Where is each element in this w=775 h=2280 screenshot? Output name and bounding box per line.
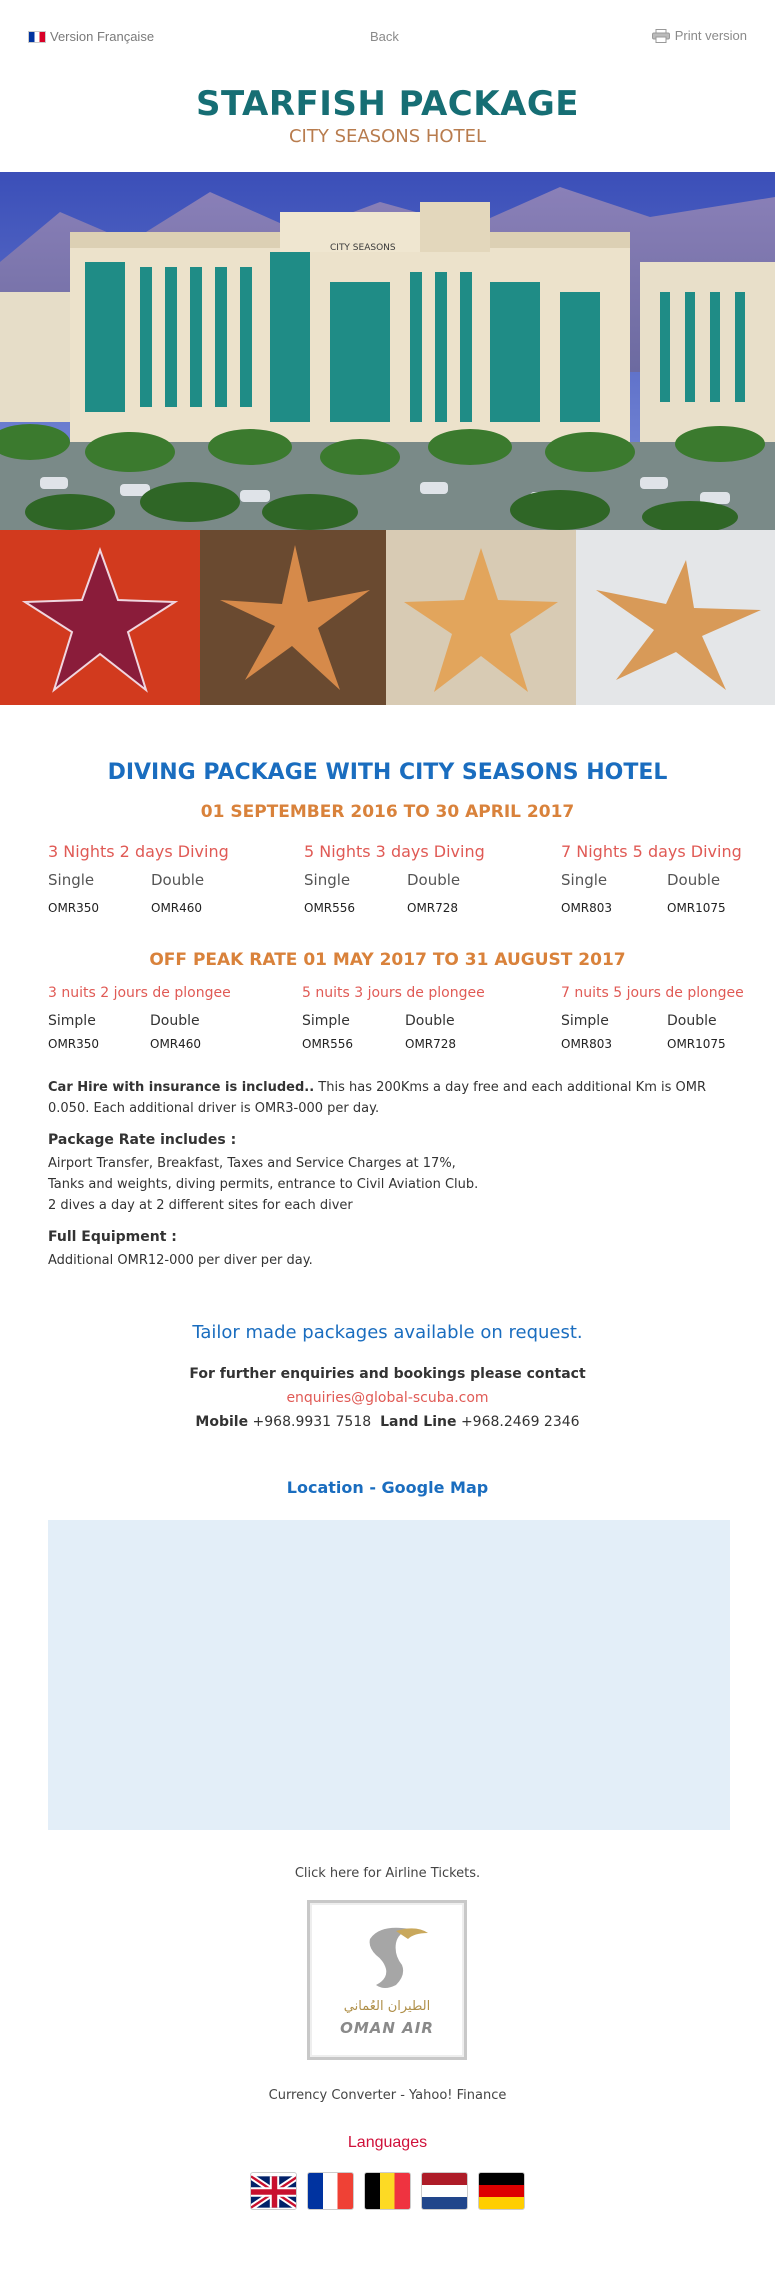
double-label: Double xyxy=(667,871,721,889)
simple-price: OMR556 xyxy=(302,1037,354,1051)
oman-air-logo-icon xyxy=(310,1909,464,2009)
starfish-photo-strip xyxy=(0,530,775,705)
includes-title: Package Rate includes : xyxy=(48,1132,237,1148)
includes-line: 2 dives a day at 2 different sites for each diver xyxy=(48,1198,353,1213)
page-title: STARFISH PACKAGE xyxy=(195,84,580,124)
phone-numbers xyxy=(0,1414,775,1430)
google-map-embed[interactable] xyxy=(48,1520,730,1830)
uk-flag-icon[interactable] xyxy=(250,2172,297,2210)
germany-flag-icon[interactable] xyxy=(478,2172,525,2210)
offpeak-heading: OFF PEAK RATE 01 MAY 2017 TO 31 AUGUST 2017 xyxy=(149,950,626,970)
double-price: OMR460 xyxy=(151,901,203,915)
location-map-title[interactable]: Location - Google Map xyxy=(286,1478,489,1497)
landline-label: Land Line xyxy=(380,1414,457,1430)
single-label: Single xyxy=(561,871,608,889)
includes-line: Tanks and weights, diving permits, entrance to Civil Aviation Club. xyxy=(48,1177,479,1192)
landline-number: +968.2469 2346 xyxy=(460,1414,580,1430)
printer-icon xyxy=(652,29,670,43)
single-price: OMR803 xyxy=(561,901,613,915)
package-includes xyxy=(48,1130,728,1216)
oman-air-logo-link[interactable] xyxy=(307,1900,467,2060)
page-subtitle: CITY SEASONS HOTEL xyxy=(288,126,486,147)
mobile-label: Mobile xyxy=(195,1414,249,1430)
offpeak-title: 3 nuits 2 jours de plongee xyxy=(48,985,231,1001)
offpeak-3-nuits xyxy=(48,985,288,1051)
offpeak-5-nuits xyxy=(302,985,542,1051)
contact-email-link[interactable]: enquiries@global-scuba.com xyxy=(286,1390,489,1406)
package-7-nights xyxy=(561,842,761,915)
airline-tickets-link[interactable]: Click here for Airline Tickets. xyxy=(294,1866,481,1881)
oman-air-name: OMAN AIR xyxy=(340,2019,434,2037)
double-price: OMR1075 xyxy=(667,901,726,915)
offpeak-7-nuits xyxy=(561,985,771,1051)
oman-air-arabic: الطيران العُماني xyxy=(343,1999,431,2014)
single-price: OMR350 xyxy=(48,901,100,915)
diving-package-heading: DIVING PACKAGE WITH CITY SEASONS HOTEL xyxy=(107,760,668,785)
french-version-label[interactable]: Version Française xyxy=(50,29,155,44)
car-hire-bold: Car Hire with insurance is included.. xyxy=(48,1080,315,1095)
french-version-link[interactable] xyxy=(28,29,154,44)
france-flag-icon xyxy=(28,31,46,43)
hotel-sign: CITY SEASONS xyxy=(330,243,396,253)
tailor-made-note: Tailor made packages available on request. xyxy=(192,1322,583,1343)
language-flags xyxy=(0,2172,775,2210)
simple-label: Simple xyxy=(302,1013,350,1029)
belgium-flag-icon[interactable] xyxy=(364,2172,411,2210)
offpeak-title: 7 nuits 5 jours de plongee xyxy=(561,985,744,1001)
simple-label: Simple xyxy=(48,1013,96,1029)
france-flag-icon[interactable] xyxy=(307,2172,354,2210)
enquiries-text: For further enquiries and bookings please contact xyxy=(189,1366,586,1382)
package-3-nights xyxy=(48,842,278,915)
simple-label: Simple xyxy=(561,1013,609,1029)
print-version-label[interactable]: Print version xyxy=(674,28,747,43)
print-version-link[interactable] xyxy=(652,28,747,43)
package-title: 7 Nights 5 days Diving xyxy=(561,842,742,861)
starfish-photo-sand-light xyxy=(386,530,576,705)
equipment-title: Full Equipment : xyxy=(48,1229,177,1245)
full-equipment xyxy=(48,1227,728,1271)
package-title: 3 Nights 2 days Diving xyxy=(48,842,229,861)
single-label: Single xyxy=(304,871,351,889)
car-hire-text: This has 200Kms a day free and each additional Km is OMR 0.050. Each additional driver is OMR3-000 per day. xyxy=(48,1080,706,1116)
top-bar xyxy=(0,0,775,74)
single-price: OMR556 xyxy=(304,901,356,915)
hotel-photo xyxy=(0,172,775,530)
double-label: Double xyxy=(407,871,461,889)
double-price: OMR460 xyxy=(150,1037,202,1051)
single-label: Single xyxy=(48,871,95,889)
double-price: OMR728 xyxy=(405,1037,457,1051)
double-price: OMR1075 xyxy=(667,1037,726,1051)
double-price: OMR728 xyxy=(407,901,459,915)
double-label: Double xyxy=(150,1013,200,1029)
offpeak-title: 5 nuits 3 jours de plongee xyxy=(302,985,485,1001)
simple-price: OMR350 xyxy=(48,1037,100,1051)
back-link[interactable]: Back xyxy=(370,29,399,44)
double-label: Double xyxy=(151,871,205,889)
currency-converter-link[interactable]: Currency Converter - Yahoo! Finance xyxy=(268,2088,507,2103)
equipment-text: Additional OMR12-000 per diver per day. xyxy=(48,1253,313,1268)
package-title: 5 Nights 3 days Diving xyxy=(304,842,485,861)
languages-heading: Languages xyxy=(347,2134,428,2151)
starfish-photo-sand-dark xyxy=(200,530,386,705)
car-hire-info xyxy=(48,1077,728,1119)
double-label: Double xyxy=(405,1013,455,1029)
starfish-photo-red xyxy=(0,530,200,705)
double-label: Double xyxy=(667,1013,717,1029)
includes-line: Airport Transfer, Breakfast, Taxes and Service Charges at 17%, xyxy=(48,1156,456,1171)
simple-price: OMR803 xyxy=(561,1037,613,1051)
mobile-number: +968.9931 7518 xyxy=(252,1414,372,1430)
season-dates-heading: 01 SEPTEMBER 2016 TO 30 APRIL 2017 xyxy=(200,802,575,822)
starfish-photo-white xyxy=(576,530,775,705)
netherlands-flag-icon[interactable] xyxy=(421,2172,468,2210)
package-5-nights xyxy=(304,842,534,915)
